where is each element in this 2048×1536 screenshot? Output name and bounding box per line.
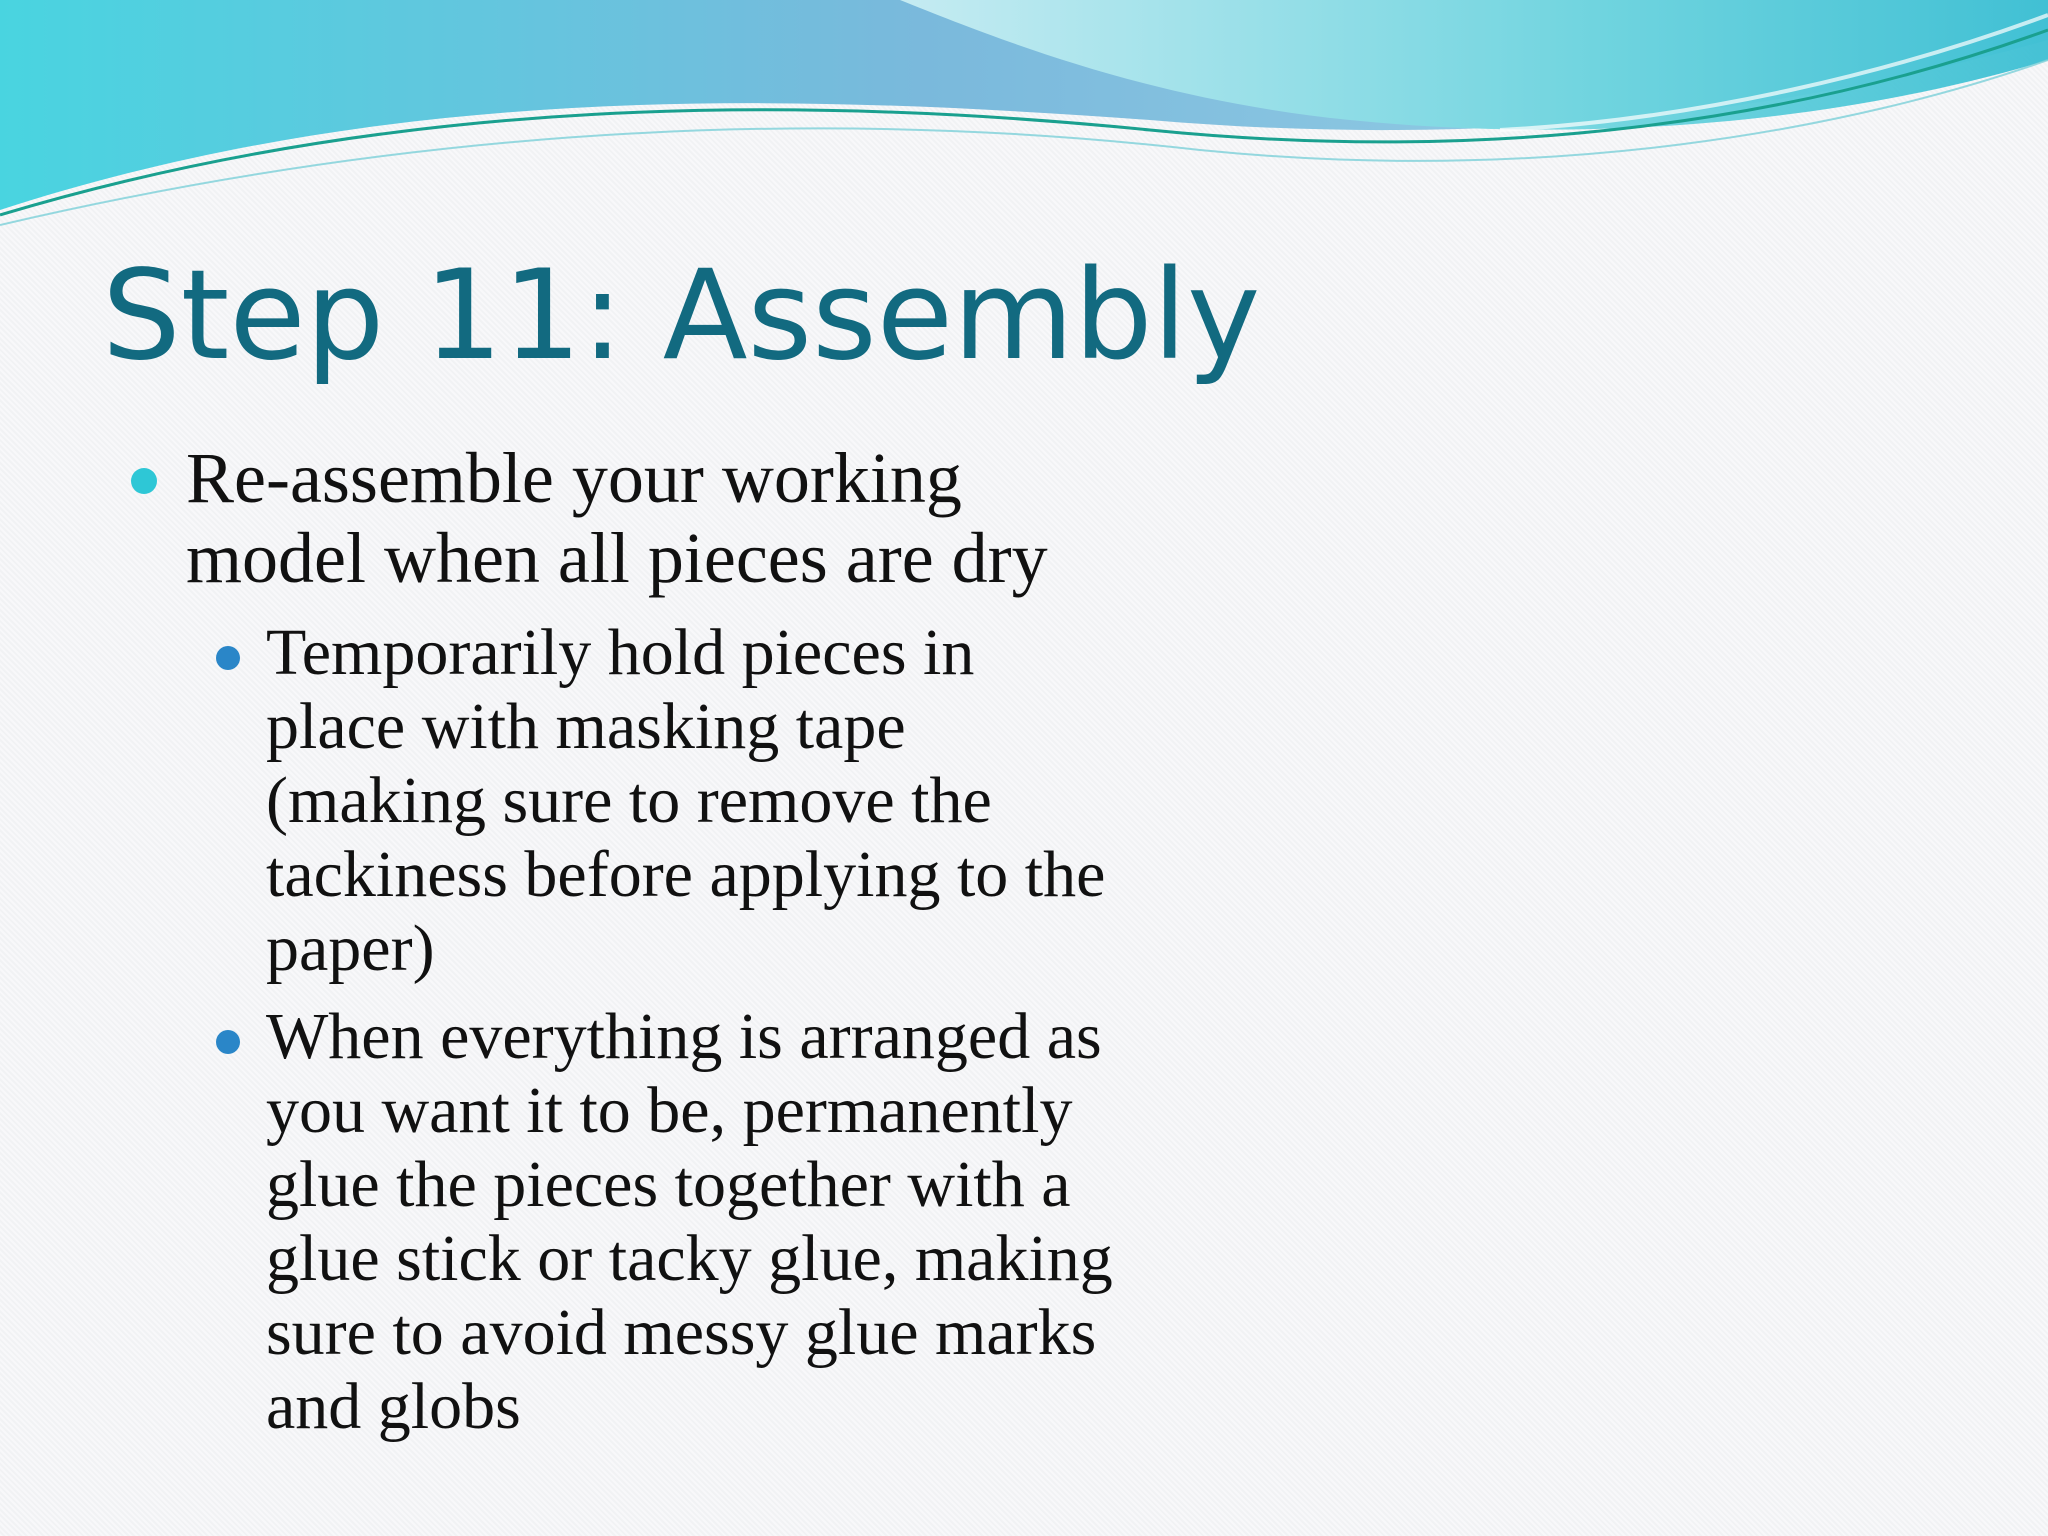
bullet-dot-icon bbox=[131, 468, 157, 494]
bullet-text: When everything is arranged as you want it to be, permanently glue the pieces together with a glue stick or tacky glue, making sure to avoid messy glue marks and globs bbox=[266, 1000, 1113, 1443]
bullet-list bbox=[0, 438, 1180, 1444]
bullet-item-level2 bbox=[0, 616, 1126, 986]
bullet-text: Temporarily hold pieces in place with masking tape (making sure to remove the tackiness before applying to the paper) bbox=[266, 616, 1106, 985]
slide-title: Step 11: Assembly bbox=[102, 244, 1261, 388]
bullet-dot-icon bbox=[216, 1030, 240, 1054]
bullet-item-level1 bbox=[0, 438, 1146, 598]
header-wave-decoration bbox=[0, 0, 2048, 240]
bullet-text: Re-assemble your working model when all pieces are dry bbox=[186, 438, 1048, 598]
bullet-dot-icon bbox=[216, 646, 240, 670]
bullet-item-level2 bbox=[0, 1000, 1126, 1444]
